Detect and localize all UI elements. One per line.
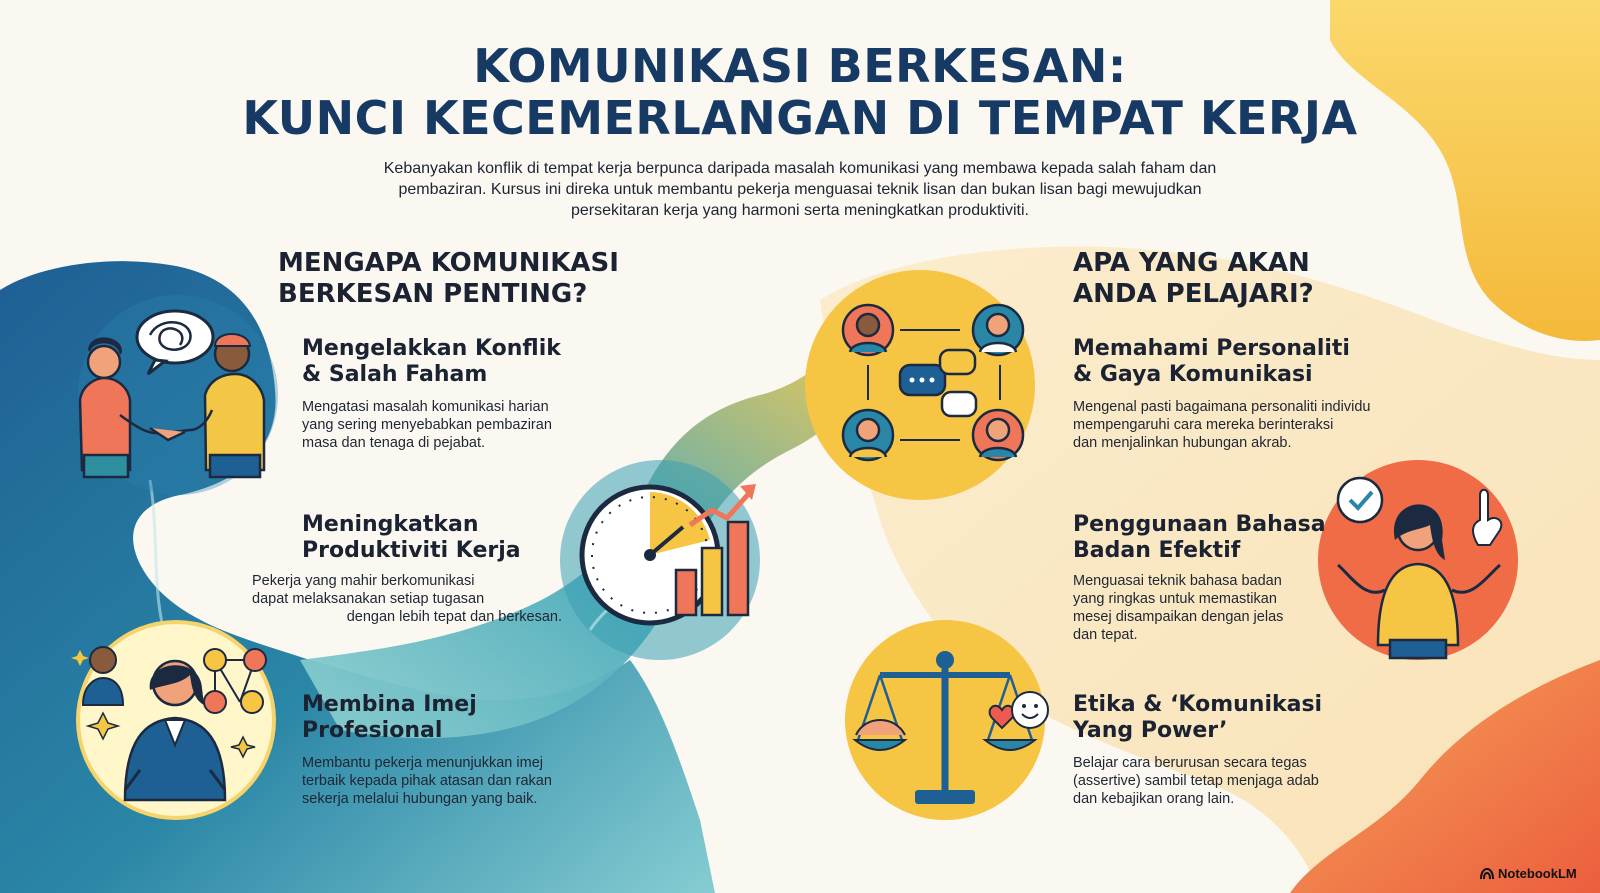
desc-line: dengan lebih tepat dan berkesan. <box>346 609 562 625</box>
title-line: Membina Imej <box>302 692 477 717</box>
intro-line: persekitaran kerja yang harmoni serta meningkatkan produktiviti. <box>570 202 1029 219</box>
clock-growth-chart-icon <box>582 484 756 623</box>
desc-line: masa dan tenaga di pejabat. <box>302 435 485 451</box>
desc-line: Belajar cara berurusan secara tegas <box>1073 755 1307 771</box>
handshake-conversation-icon <box>78 295 278 495</box>
learning-title-personality <box>1073 336 1350 388</box>
benefit-desc-image <box>302 754 552 808</box>
title-line: Profesional <box>302 718 443 743</box>
benefit-title-productivity <box>302 512 521 564</box>
desc-line: yang sering menyebabkan pembaziran <box>302 417 552 433</box>
title-line: Badan Efektif <box>1073 538 1241 563</box>
heading-line: MENGAPA KOMUNIKASI <box>278 248 619 278</box>
professional-network-icon <box>71 622 274 818</box>
desc-line: dapat melaksanakan setiap tugasan <box>252 591 485 607</box>
desc-line: Pekerja yang mahir berkomunikasi <box>252 573 475 589</box>
body-language-woman-icon <box>1318 460 1518 660</box>
desc-line: Membantu pekerja menunjukkan imej <box>302 755 543 771</box>
desc-line: yang ringkas untuk memastikan <box>1073 591 1277 607</box>
title-line: Memahami Personaliti <box>1073 336 1350 361</box>
title-line: Etika & ‘Komunikasi <box>1073 692 1323 717</box>
desc-line: (assertive) sambil tetap menjaga adab <box>1073 773 1319 789</box>
benefit-title-conflict <box>302 336 561 388</box>
intro-line: pembaziran. Kursus ini direka untuk membantu pekerja menguasai teknik lisan dan bukan lisan bagi mewujudkan <box>398 181 1202 198</box>
title-line: & Salah Faham <box>302 362 488 387</box>
desc-line: sekerja melalui hubungan yang baik. <box>302 791 538 807</box>
desc-line: terbaik kepada pihak atasan dan rakan <box>302 773 552 789</box>
title-line: & Gaya Komunikasi <box>1073 362 1313 387</box>
desc-line: Mengatasi masalah komunikasi harian <box>302 399 549 415</box>
desc-line: mesej disampaikan dengan jelas <box>1073 609 1284 625</box>
learning-title-body-language <box>1073 512 1326 564</box>
benefit-title-image <box>302 692 477 744</box>
desc-line: dan kebajikan orang lain. <box>1073 791 1235 807</box>
intro-line: Kebanyakan konflik di tempat kerja berpunca daripada masalah komunikasi yang membawa kepada salah faham dan <box>383 160 1217 177</box>
learning-desc-personality <box>1073 398 1370 452</box>
intro-paragraph <box>225 158 1375 221</box>
title-line: Mengelakkan Konflik <box>302 336 561 361</box>
benefit-desc-conflict <box>302 398 552 452</box>
balance-scale-icon <box>845 620 1048 820</box>
title-line: Penggunaan Bahasa <box>1073 512 1326 537</box>
left-section-heading <box>278 248 619 310</box>
notebooklm-logo-icon <box>1480 868 1494 880</box>
desc-line: Menguasai teknik bahasa badan <box>1073 573 1282 589</box>
benefit-desc-productivity <box>252 572 562 626</box>
people-chat-network-icon <box>805 270 1035 500</box>
title-line: Produktiviti Kerja <box>302 538 521 563</box>
desc-line: mempengaruhi cara mereka berinteraksi <box>1073 417 1334 433</box>
title-line: Meningkatkan <box>302 512 479 537</box>
desc-line: dan menjalinkan hubungan akrab. <box>1073 435 1292 451</box>
desc-line: dan tepat. <box>1073 627 1138 643</box>
heading-line: ANDA PELAJARI? <box>1073 279 1314 309</box>
right-section-heading <box>1073 248 1314 310</box>
learning-desc-body-language <box>1073 572 1283 644</box>
title-line: Yang Power’ <box>1073 718 1228 743</box>
learning-desc-ethics <box>1073 754 1319 808</box>
learning-title-ethics <box>1073 692 1322 744</box>
heading-line: APA YANG AKAN <box>1073 248 1310 278</box>
desc-line: Mengenal pasti bagaimana personaliti individu <box>1073 399 1371 415</box>
page-title-line-1: KOMUNIKASI BERKESAN: <box>473 39 1127 93</box>
heading-line: BERKESAN PENTING? <box>278 279 588 309</box>
page-title-line-2: KUNCI KECEMERLANGAN DI TEMPAT KERJA <box>242 91 1358 145</box>
brand-logo <box>1480 866 1577 881</box>
brand-name: NotebookLM <box>1498 866 1577 881</box>
